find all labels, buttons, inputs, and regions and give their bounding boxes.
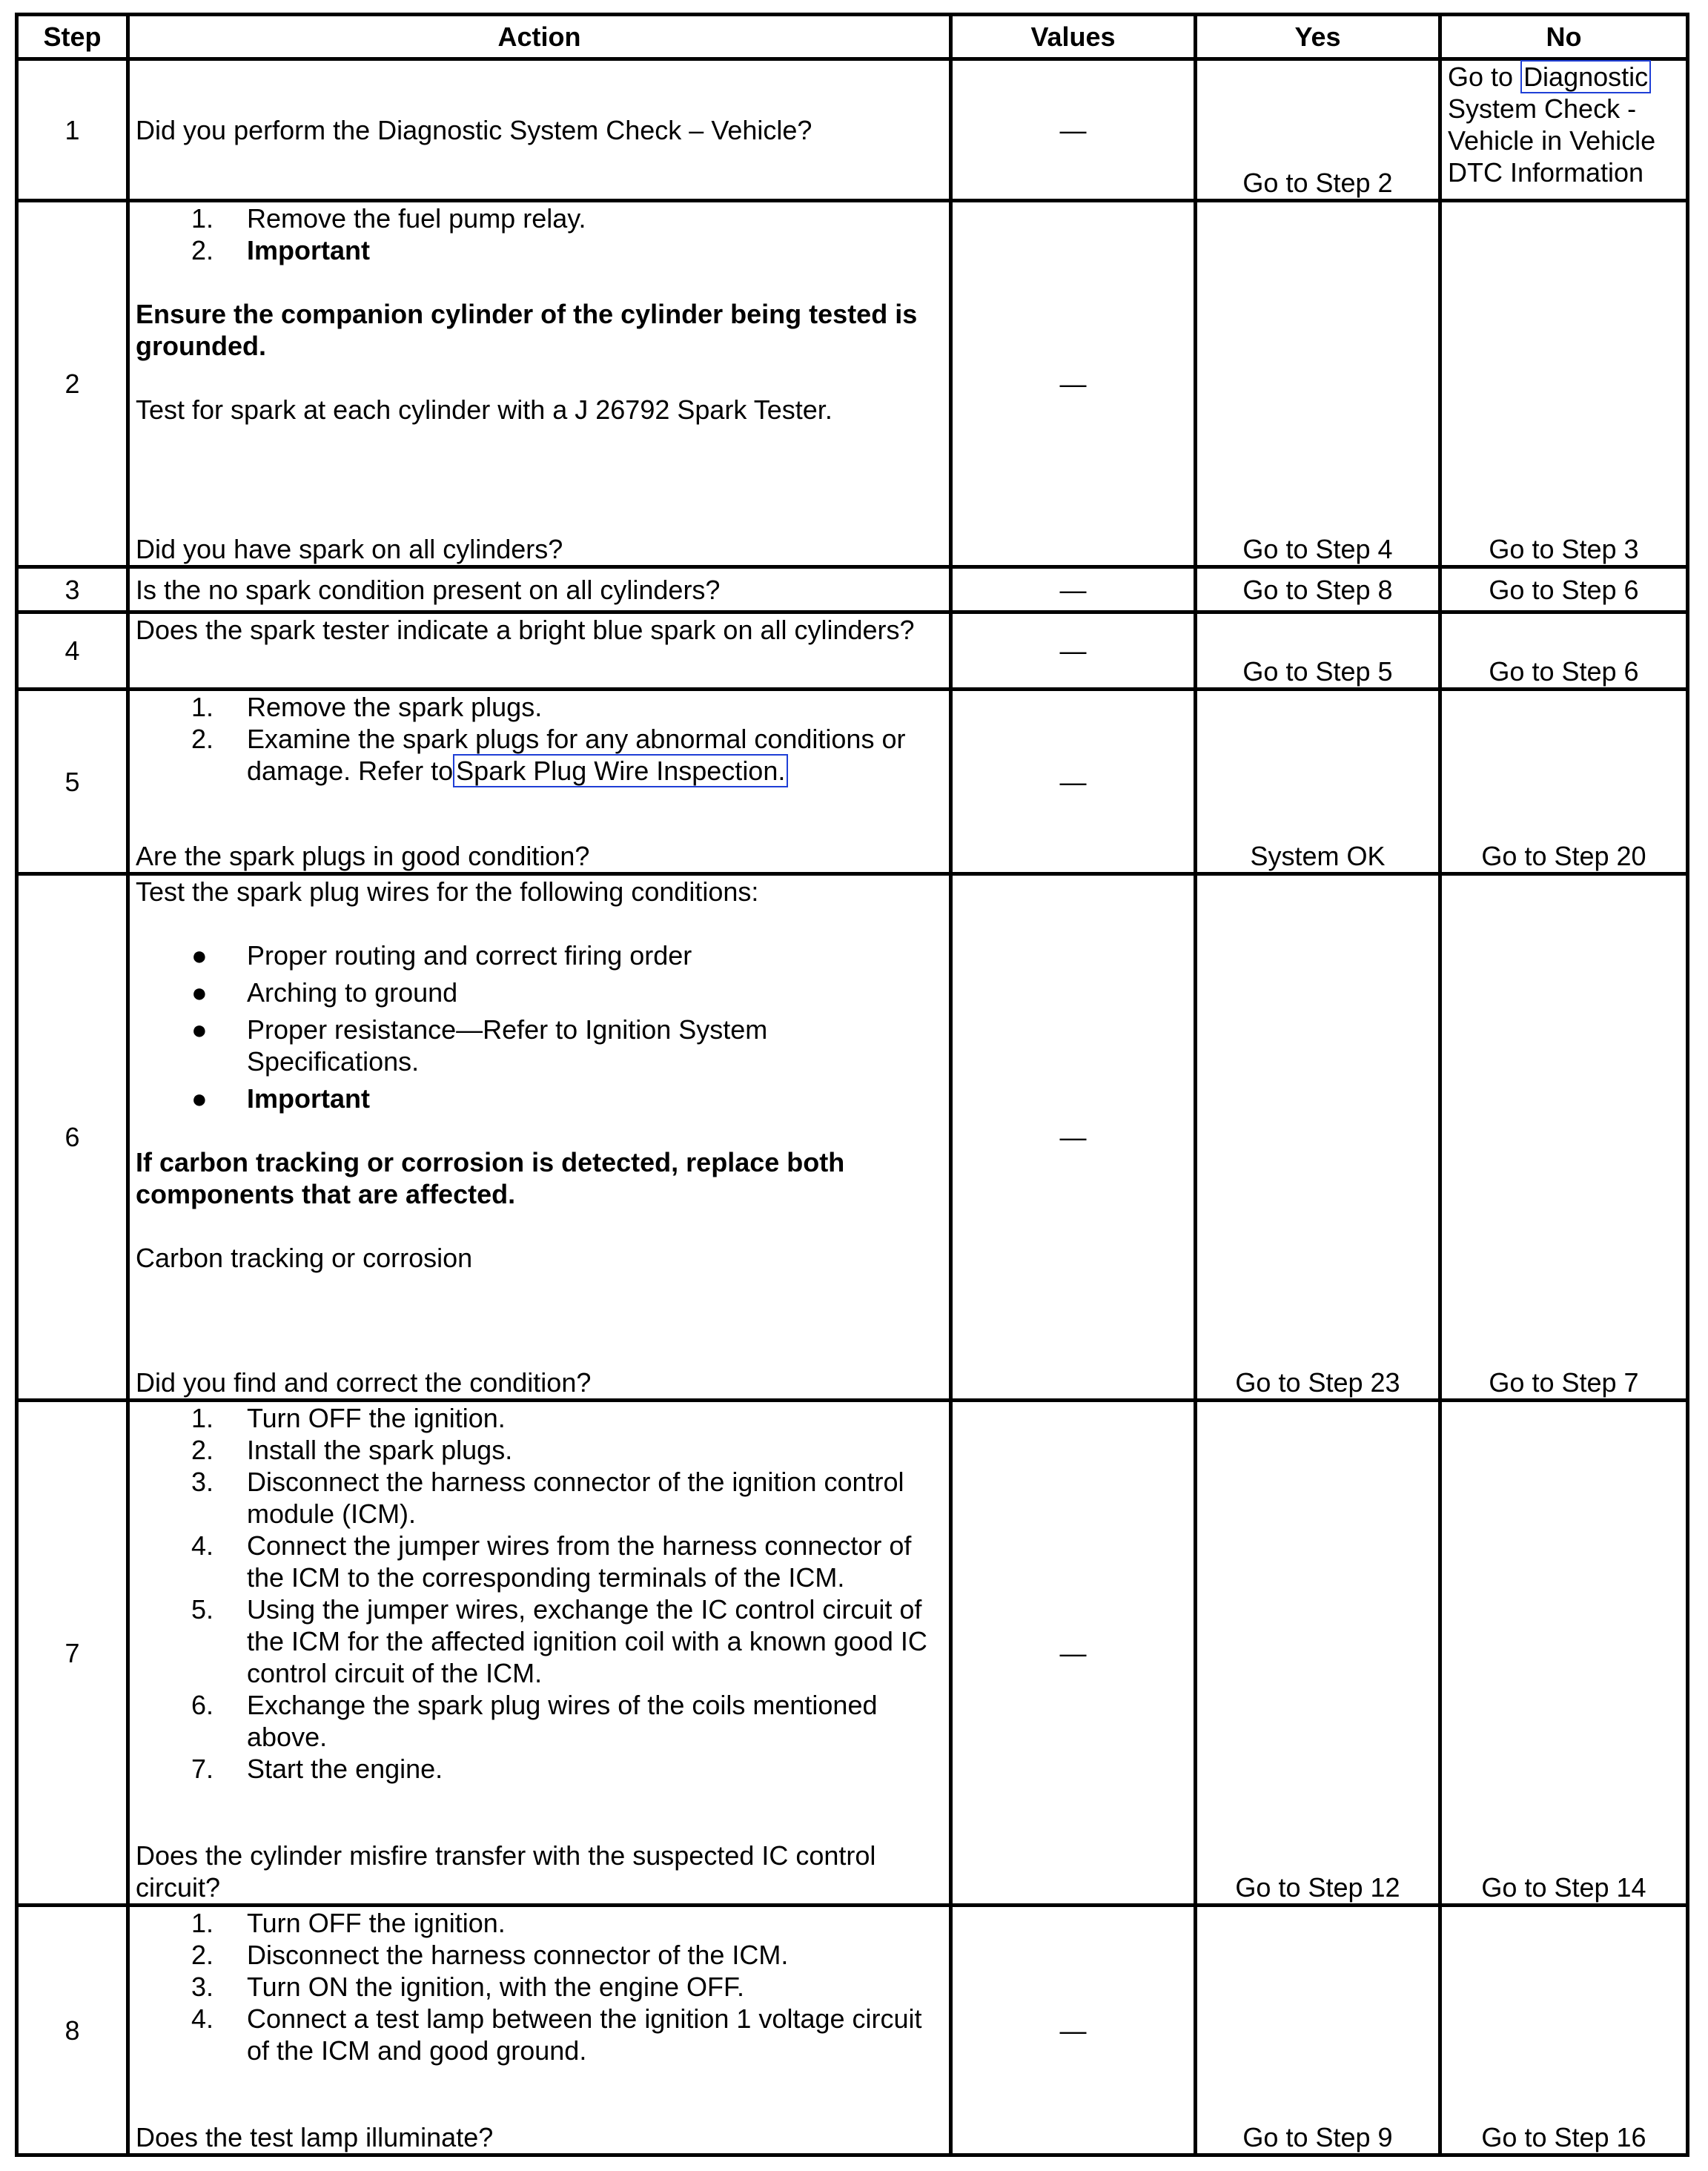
list-item: 2. Disconnect the harness connector of the ICM. — [191, 1940, 789, 1970]
values-cell: — — [951, 1906, 1196, 2155]
list-item: 2. Examine the spark plugs for any abnormal conditions or damage. Refer to Spark Plug Wire Inspection. — [191, 724, 906, 786]
table-row — [17, 612, 1688, 690]
list-item: 7. Start the engine. — [191, 1754, 443, 1784]
no-cell[interactable]: Go to Step 16 — [1440, 1906, 1688, 2155]
action-cell — [128, 1401, 951, 1906]
action-question: Is the no spark condition present on all cylinders? — [128, 567, 951, 612]
list-item: 3. Turn ON the ignition, with the engine OFF. — [191, 1972, 744, 2002]
no-cell[interactable]: Go to Step 6 — [1440, 612, 1688, 690]
list-item: ● Proper routing and correct firing order — [191, 940, 692, 971]
list-item: 1. Remove the fuel pump relay. — [191, 203, 586, 234]
header-values: Values — [951, 15, 1196, 59]
list-item: 5. Using the jumper wires, exchange the IC control circuit of the ICM for the affected ignition coil with a known good IC control circuit of the ICM. — [191, 1594, 927, 1688]
action-intro: Test the spark plug wires for the following conditions: — [136, 876, 759, 907]
list-item: ● Important — [191, 1083, 370, 1114]
instruction-text: Test for spark at each cylinder with a J 26792 Spark Tester. — [136, 394, 833, 425]
action-question: Did you find and correct the condition? — [136, 1367, 592, 1398]
list-item: 1. Turn OFF the ignition. — [191, 1908, 506, 1938]
table-row — [17, 690, 1688, 874]
step-number: 6 — [17, 874, 128, 1401]
action-cell — [128, 59, 951, 201]
no-cell[interactable]: Go to Step 20 — [1440, 690, 1688, 874]
table-row — [17, 1401, 1688, 1906]
yes-cell[interactable]: Go to Step 12 — [1196, 1401, 1440, 1906]
action-cell — [128, 201, 951, 567]
no-cell[interactable]: Go to Step 3 — [1440, 201, 1688, 567]
action-cell — [128, 690, 951, 874]
list-item: 1. Remove the spark plugs. — [191, 692, 543, 722]
header-step: Step — [17, 15, 128, 59]
table-row — [17, 874, 1688, 1401]
important-note: Ensure the companion cylinder of the cylinder being tested is grounded. — [136, 299, 918, 361]
yes-cell[interactable]: Go to Step 4 — [1196, 201, 1440, 567]
action-question: Are the spark plugs in good condition? — [136, 841, 590, 871]
no-cell[interactable]: Go to Step 7 — [1440, 874, 1688, 1401]
yes-cell[interactable]: Go to Step 2 — [1196, 59, 1440, 201]
list-item: 6. Exchange the spark plug wires of the coils mentioned above. — [191, 1690, 878, 1752]
action-cell — [128, 1906, 951, 2155]
step-number: 5 — [17, 690, 128, 874]
values-cell: — — [951, 567, 1196, 612]
instruction-text: Carbon tracking or corrosion — [136, 1243, 473, 1273]
action-cell — [128, 874, 951, 1401]
step-number: 7 — [17, 1401, 128, 1906]
header-no: No — [1440, 15, 1688, 59]
spark-plug-wire-inspection-link[interactable]: Spark Plug Wire Inspection. — [453, 754, 788, 787]
diagnostic-link[interactable]: Diagnostic — [1520, 60, 1651, 93]
yes-cell[interactable]: Go to Step 23 — [1196, 874, 1440, 1401]
yes-cell[interactable]: Go to Step 5 — [1196, 612, 1440, 690]
values-cell: — — [951, 59, 1196, 201]
list-item: 3. Disconnect the harness connector of the ignition control module (ICM). — [191, 1467, 904, 1529]
step-number: 4 — [17, 612, 128, 690]
no-cell[interactable]: Go to Step 14 — [1440, 1401, 1688, 1906]
table-row — [17, 201, 1688, 567]
values-cell: — — [951, 201, 1196, 567]
values-cell: — — [951, 690, 1196, 874]
action-question: Does the test lamp illuminate? — [136, 2122, 494, 2152]
list-item: 4. Connect the jumper wires from the harness connector of the ICM to the corresponding terminals of the ICM. — [191, 1530, 912, 1593]
no-text-post: System Check - Vehicle in Vehicle DTC Information — [1448, 93, 1656, 188]
step-number: 3 — [17, 567, 128, 612]
list-item: ● Proper resistance—Refer to Ignition System Specifications. — [191, 1014, 768, 1077]
list-item: 2. Install the spark plugs. — [191, 1435, 513, 1465]
list-item: 2. Important — [191, 235, 370, 265]
yes-cell[interactable]: Go to Step 8 — [1196, 567, 1440, 612]
header-action: Action — [128, 15, 951, 59]
table-row — [17, 1906, 1688, 2155]
yes-cell[interactable]: Go to Step 9 — [1196, 1906, 1440, 2155]
no-text-pre: Go to — [1448, 62, 1521, 92]
list-item: 4. Connect a test lamp between the ignition 1 voltage circuit of the ICM and good ground. — [191, 2003, 922, 2066]
table-row — [17, 59, 1688, 201]
header-row — [17, 15, 1688, 59]
values-cell: — — [951, 1401, 1196, 1906]
action-question: Did you have spark on all cylinders? — [136, 534, 563, 564]
values-cell: — — [951, 612, 1196, 690]
diagnostic-table — [15, 13, 1689, 2157]
header-yes: Yes — [1196, 15, 1440, 59]
action-question: Did you perform the Diagnostic System Check – Vehicle? — [136, 114, 812, 145]
no-cell[interactable]: Go to Step 6 — [1440, 567, 1688, 612]
list-item: 1. Turn OFF the ignition. — [191, 1403, 506, 1433]
action-question: Does the cylinder misfire transfer with the suspected IC control circuit? — [136, 1840, 876, 1903]
step-number: 8 — [17, 1906, 128, 2155]
action-question: Does the spark tester indicate a bright blue spark on all cylinders? — [128, 612, 951, 690]
table-row — [17, 567, 1688, 612]
no-cell — [1440, 59, 1688, 201]
important-note: If carbon tracking or corrosion is detected, replace both components that are affected. — [136, 1147, 845, 1209]
yes-cell[interactable]: System OK — [1196, 690, 1440, 874]
values-cell: — — [951, 874, 1196, 1401]
list-item: ● Arching to ground — [191, 977, 458, 1008]
step-number: 2 — [17, 201, 128, 567]
step-number: 1 — [17, 59, 128, 201]
